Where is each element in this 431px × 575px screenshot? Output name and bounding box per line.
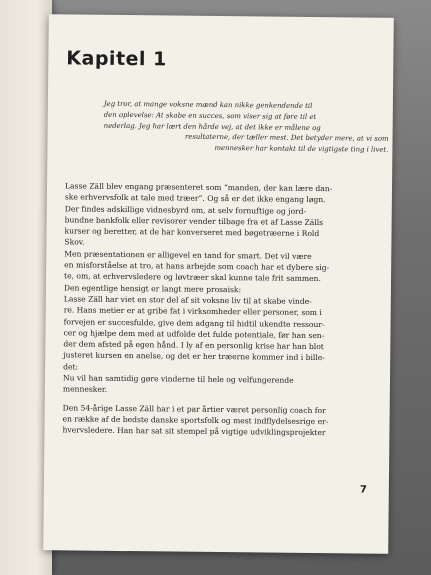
epigraph-line: nederlag. Jeg har lært den hårde vej, at det ikke er målene og [103, 121, 321, 132]
body-line: der dem afsted på egen hånd. I ly af en personlig krise har han blot [63, 339, 324, 352]
body-line: Lasse Zäll har viet en stor del af sit voksne liv til at skabe vinde- [63, 294, 312, 306]
body-line: justeret kursen en anelse, og det er her træerne kommer ind i bille- [63, 350, 325, 363]
epigraph-line: Jeg tror, at mange voksne mænd kan nikke genkendende til [103, 99, 313, 110]
body-line: Lasse Zäll blev engang præsenteret som “manden, der kan lære dan- [64, 181, 333, 194]
body-line: forvejen er succesfulde, give dem adgang til hidtil ukendte ressour- [63, 316, 325, 329]
page-number: 7 [359, 484, 367, 496]
chapter-title: Kapitel 1 [66, 47, 167, 71]
body-line: Nu vil han samtidig gøre vinderne til hele og velfungerende [62, 373, 294, 385]
body-line: Men præsentationen er alligevel en tand for smart. Det vil være [64, 249, 312, 261]
epigraph-line: resultaterne, der tæller mest. Det betyder mere, at vi som [184, 133, 389, 144]
body-line: te, om, at erhvervsledere og løvtræer skal kunne tale frit sammen. [64, 271, 321, 284]
body-line: hvervsledere. Han har sat sit stempel på vigtige udviklingsprojekter [62, 425, 326, 438]
body-line: det: [63, 362, 79, 372]
body-line: en misforståelse at tro, at hans arbejde som coach har et dybere sig- [64, 260, 330, 273]
body-line: ske erhvervsfolk at tale med træer”. Og så er det ikke engang løgn. [64, 192, 326, 205]
body-line: en række af de bedste danske sportsfolk og mest indflydelsesrige er- [62, 414, 329, 427]
body-line: Der findes adskillige vidnesbyrd om, at selv fornuftige og jord- [64, 203, 307, 216]
body-line: bundne bankfolk eller revisorer vender tilbage fra et af Lasse Zälls [64, 215, 324, 227]
body-line: Den 54-årige Lasse Zäll har i et par årtier været personlig coach for [62, 403, 326, 415]
book-page [43, 14, 394, 554]
body-line: kurser og beretter, at de har konverseret med bøgetræerne i Rold [64, 226, 320, 239]
epigraph-line: den oplevelse: At skabe en succes, som viser sig at føre til et [103, 110, 317, 121]
body-line: Skov. [64, 237, 85, 248]
body-line: re. Hans metier er at gribe fat i virksomheder eller personer, som i [63, 305, 322, 318]
epigraph [103, 99, 389, 156]
body-text [62, 180, 386, 439]
epigraph-line: mennesker har kontakt til de vigtigste ting i livet. [214, 144, 389, 154]
body-line: cer og hjælpe dem med at udfolde det fulde potentiale, før han sen- [63, 328, 325, 340]
body-line: Den egentlige hensigt er langt mere prosaisk: [63, 283, 242, 294]
body-line: mennesker. [62, 384, 108, 395]
